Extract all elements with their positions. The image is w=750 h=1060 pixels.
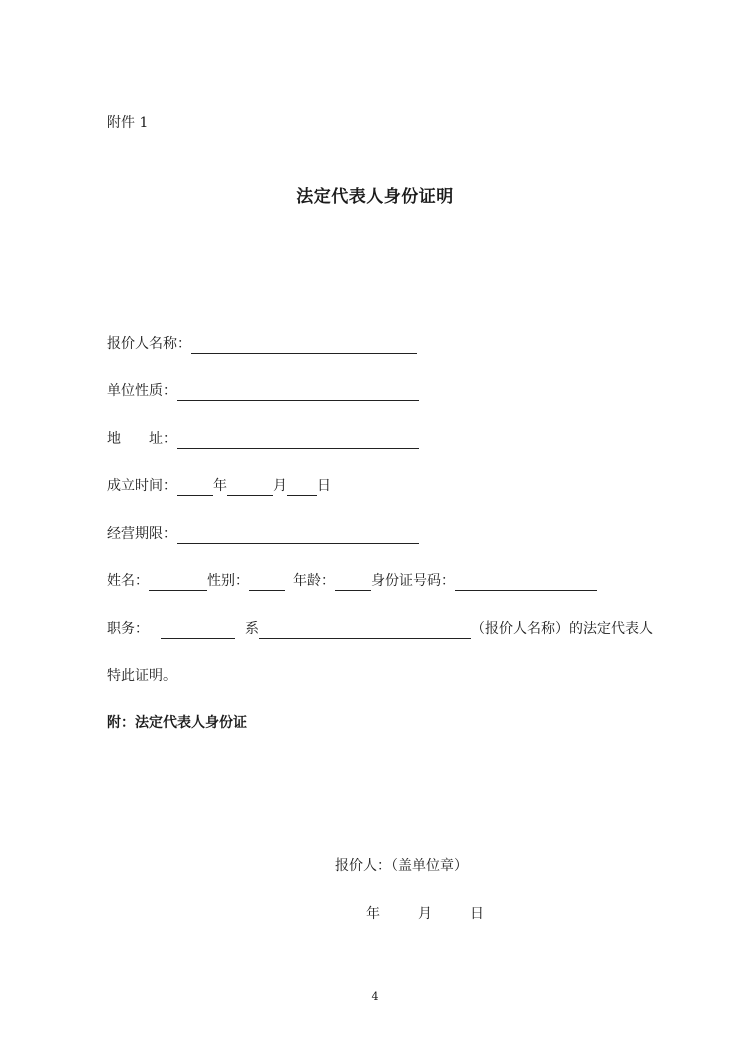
unit-nature-label: 单位性质： [107, 383, 177, 399]
established-month-field[interactable] [227, 481, 273, 496]
is-label: 系 [245, 621, 259, 637]
signature-year: 年 [366, 906, 380, 922]
id-number-field[interactable] [455, 576, 597, 591]
name-field[interactable] [149, 576, 207, 591]
page-number: 4 [371, 990, 379, 1003]
unit-nature-field[interactable] [177, 386, 419, 401]
address-label-1: 地 [107, 431, 121, 447]
age-field[interactable] [335, 576, 371, 591]
bidder-name-row [107, 334, 417, 354]
established-day-label: 日 [317, 478, 331, 494]
established-month-label: 月 [273, 478, 287, 494]
address-field[interactable] [177, 434, 419, 449]
bidder-name-field[interactable] [191, 339, 417, 354]
business-term-label: 经营期限： [107, 526, 177, 542]
bidder-name-field-2[interactable] [259, 624, 471, 639]
established-label: 成立时间： [107, 478, 177, 494]
page-title: 法定代表人身份证明 [296, 187, 454, 207]
age-label: 年龄： [293, 573, 335, 589]
position-row [107, 619, 653, 639]
gender-field[interactable] [249, 576, 285, 591]
certify-text: 特此证明。 [107, 668, 177, 684]
address-row [107, 429, 419, 449]
address-label-2: 址： [149, 431, 177, 447]
established-year-field[interactable] [177, 481, 213, 496]
personal-info-row [107, 571, 597, 591]
bidder-name-label: 报价人名称： [107, 336, 191, 352]
signature-day: 日 [470, 906, 484, 922]
established-day-field[interactable] [287, 481, 317, 496]
business-term-row [107, 524, 419, 544]
established-row [107, 476, 331, 496]
unit-nature-row [107, 381, 419, 401]
gender-label: 性别： [207, 573, 249, 589]
position-label: 职务： [107, 621, 149, 637]
bidder-seal-label: 报价人：（盖单位章） [335, 858, 468, 874]
established-year-label: 年 [213, 478, 227, 494]
name-label: 姓名： [107, 573, 149, 589]
bidder-name-paren: （报价人名称）的法定代表人 [471, 621, 653, 637]
attachment-note: 附：法定代表人身份证 [107, 715, 247, 731]
signature-month: 月 [418, 906, 432, 922]
position-field[interactable] [161, 624, 235, 639]
id-label: 身份证号码： [371, 573, 455, 589]
attachment-label: 附件 1 [107, 115, 149, 131]
business-term-field[interactable] [177, 529, 419, 544]
